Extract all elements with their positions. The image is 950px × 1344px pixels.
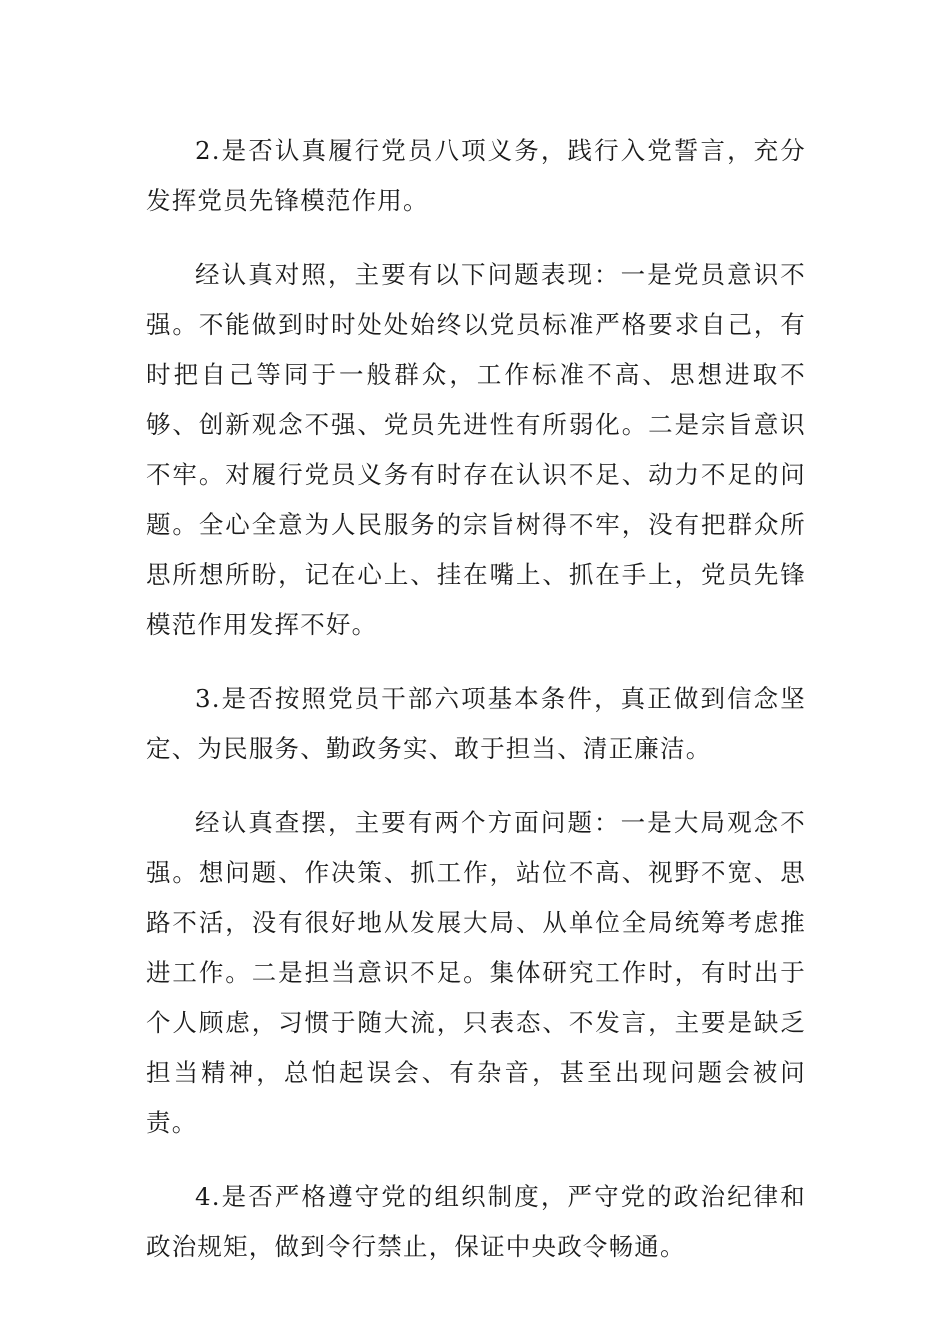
paragraph-question-4: 4.是否严格遵守党的组织制度，严守党的政治纪律和政治规矩，做到令行禁止，保证中央政令畅通。 <box>146 1182 806 1261</box>
document-body <box>146 126 806 1296</box>
paragraph-question-2: 2.是否认真履行党员八项义务，践行入党誓言，充分发挥党员先锋模范作用。 <box>146 136 806 215</box>
paragraph-answer-3: 经认真查摆，主要有两个方面问题：一是大局观念不强。想问题、作决策、抓工作，站位不高、视野不宽、思路不活，没有很好地从发展大局、从单位全局统筹考虑推进工作。二是担当意识不足。集体研究工作时，有时出于个人顾虑，习惯于随大流，只表态、不发言，主要是缺乏担当精神，总怕起误会、有杂音，甚至出现问题会被问责。 <box>146 808 806 1137</box>
paragraph-answer-2: 经认真对照，主要有以下问题表现：一是党员意识不强。不能做到时时处处始终以党员标准严格要求自己，有时把自己等同于一般群众，工作标准不高、思想进取不够、创新观念不强、党员先进性有所弱化。二是宗旨意识不牢。对履行党员义务有时存在认识不足、动力不足的问题。全心全意为人民服务的宗旨树得不牢，没有把群众所思所想所盼，记在心上、挂在嘴上、抓在手上，党员先锋模范作用发挥不好。 <box>146 260 806 639</box>
paragraph-question-3: 3.是否按照党员干部六项基本条件，真正做到信念坚定、为民服务、勤政务实、敢于担当、清正廉洁。 <box>146 684 806 763</box>
